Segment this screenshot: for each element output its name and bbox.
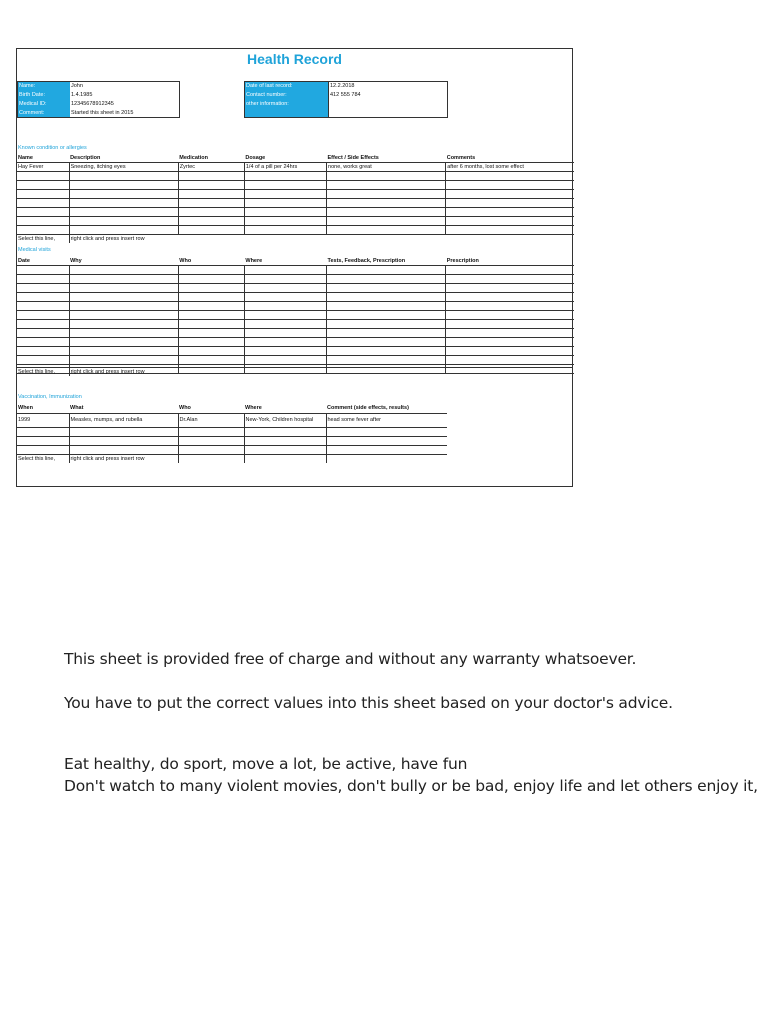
value-last-record[interactable]: 12.2.2018	[330, 83, 355, 89]
empty-cell[interactable]	[244, 199, 326, 208]
empty-cell[interactable]	[178, 172, 244, 181]
empty-cell[interactable]	[178, 226, 244, 235]
empty-cell[interactable]	[17, 338, 69, 347]
vaccination-heading: Vaccination, Immunization	[18, 394, 82, 400]
empty-cell[interactable]	[69, 329, 178, 338]
insert-hint-select[interactable]: Select this line,	[18, 455, 55, 462]
empty-cell[interactable]	[69, 226, 178, 235]
empty-cell[interactable]	[326, 428, 447, 437]
empty-cell[interactable]	[446, 208, 574, 217]
empty-row[interactable]	[17, 437, 447, 446]
empty-row[interactable]	[17, 302, 574, 311]
empty-cell[interactable]	[178, 302, 244, 311]
conditions-header-row	[17, 154, 574, 163]
label-medical-id: Medical ID:	[19, 101, 47, 107]
empty-cell[interactable]	[178, 275, 244, 284]
insert-row-hint[interactable]	[17, 455, 447, 464]
lifestyle-text: Eat healthy, do sport, move a lot, be active, have fun	[64, 755, 468, 773]
empty-cell[interactable]	[244, 217, 326, 226]
sheet-title: Health Record	[247, 51, 342, 67]
empty-cell[interactable]	[446, 329, 574, 338]
empty-cell[interactable]	[178, 284, 244, 293]
table-cell[interactable]: New-York, Children hospital	[244, 414, 326, 428]
empty-cell[interactable]	[178, 437, 244, 446]
label-other-info: other information:	[246, 101, 289, 107]
empty-cell[interactable]	[69, 446, 178, 455]
behaviour-text: Don't watch to many violent movies, don't bully or be bad, enjoy life and let others enjoy it,	[64, 777, 758, 795]
empty-cell[interactable]	[446, 302, 574, 311]
col-header: Why	[69, 257, 178, 266]
record-info-labels	[245, 82, 328, 117]
label-contact-number: Contact number:	[246, 92, 287, 98]
col-header: Effect / Side Effects	[327, 154, 446, 163]
empty-cell[interactable]	[446, 347, 574, 356]
empty-cell[interactable]	[446, 338, 574, 347]
empty-row[interactable]	[17, 226, 574, 235]
empty-cell[interactable]	[244, 172, 326, 181]
empty-cell[interactable]	[327, 338, 446, 347]
empty-cell[interactable]	[244, 320, 326, 329]
empty-cell[interactable]	[17, 446, 69, 455]
empty-cell[interactable]	[244, 347, 326, 356]
empty-cell[interactable]	[17, 302, 69, 311]
insert-hint-instruction[interactable]: right click and press insert row	[69, 235, 178, 244]
value-comment[interactable]: Started this sheet in 2015	[71, 110, 134, 116]
empty-cell[interactable]	[244, 338, 326, 347]
empty-cell[interactable]	[327, 190, 446, 199]
disclaimer-text: This sheet is provided free of charge and without any warranty whatsoever.	[64, 650, 637, 668]
empty-cell[interactable]	[446, 172, 574, 181]
value-name[interactable]: John	[71, 83, 83, 89]
empty-cell[interactable]	[69, 284, 178, 293]
empty-cell[interactable]	[69, 311, 178, 320]
table-cell[interactable]: none, works great	[327, 163, 446, 172]
empty-cell[interactable]	[178, 311, 244, 320]
patient-info-values	[70, 82, 179, 117]
empty-cell[interactable]	[17, 329, 69, 338]
conditions-heading: Known condition or allergies	[18, 145, 87, 151]
col-header: Date	[17, 257, 69, 266]
table-cell[interactable]: 1999	[17, 414, 69, 428]
health-record-sheet	[16, 48, 573, 487]
table-cell[interactable]: Dr.Alan	[178, 414, 244, 428]
empty-cell[interactable]	[69, 428, 178, 437]
empty-cell[interactable]	[178, 428, 244, 437]
empty-row[interactable]	[17, 266, 574, 275]
empty-cell[interactable]	[17, 181, 69, 190]
empty-cell[interactable]	[327, 347, 446, 356]
visits-insert-table	[17, 368, 574, 376]
empty-cell[interactable]	[17, 208, 69, 217]
empty-row[interactable]	[17, 356, 574, 365]
empty-cell[interactable]	[327, 172, 446, 181]
col-header: When	[17, 404, 69, 414]
table-cell[interactable]: Measles, mumps, and rubella	[69, 414, 178, 428]
conditions-table	[17, 154, 574, 243]
empty-cell[interactable]	[69, 275, 178, 284]
record-info-box	[244, 81, 448, 118]
visits-header-row	[17, 257, 574, 266]
empty-cell[interactable]	[178, 347, 244, 356]
empty-row[interactable]	[17, 293, 574, 302]
empty-cell[interactable]	[178, 266, 244, 275]
table-cell[interactable]: after 6 months, lost some effect	[446, 163, 574, 172]
col-header: Medication	[178, 154, 244, 163]
empty-cell[interactable]	[69, 320, 178, 329]
empty-cell[interactable]	[69, 181, 178, 190]
empty-cell[interactable]	[17, 320, 69, 329]
empty-row[interactable]	[17, 428, 447, 437]
empty-cell[interactable]	[178, 181, 244, 190]
vaccination-table	[17, 404, 447, 463]
col-header: Comments	[446, 154, 574, 163]
vaccination-header-row	[17, 404, 447, 414]
empty-cell[interactable]	[446, 320, 574, 329]
empty-cell[interactable]	[69, 172, 178, 181]
patient-info-labels	[18, 82, 70, 117]
empty-cell[interactable]	[17, 347, 69, 356]
empty-cell[interactable]	[244, 302, 326, 311]
empty-cell[interactable]	[327, 199, 446, 208]
table-cell[interactable]: Hay Fever	[17, 163, 69, 172]
value-contact-number[interactable]: 412 555 784	[330, 92, 361, 98]
empty-cell[interactable]	[69, 266, 178, 275]
empty-cell[interactable]	[69, 208, 178, 217]
table-cell[interactable]: head some fever after	[326, 414, 447, 428]
empty-cell[interactable]	[69, 302, 178, 311]
empty-cell[interactable]	[244, 266, 326, 275]
empty-cell[interactable]	[446, 284, 574, 293]
empty-row[interactable]	[17, 311, 574, 320]
label-comment: Comment:	[19, 110, 45, 116]
empty-cell[interactable]	[446, 181, 574, 190]
label-last-record: Date of last record:	[246, 83, 293, 89]
insert-hint-instruction[interactable]: right click and press insert row	[69, 368, 178, 376]
record-info-values	[328, 82, 447, 117]
value-birth-date[interactable]: 1.4.1985	[71, 92, 93, 98]
empty-cell[interactable]	[244, 437, 326, 446]
col-header: What	[69, 404, 178, 414]
empty-cell[interactable]	[244, 284, 326, 293]
empty-row[interactable]	[17, 172, 574, 181]
empty-cell[interactable]	[326, 446, 447, 455]
insert-row-hint[interactable]	[17, 368, 574, 376]
empty-row[interactable]	[17, 190, 574, 199]
col-header: Name	[17, 154, 69, 163]
insert-hint-instruction[interactable]: right click and press insert row	[69, 455, 178, 464]
empty-cell[interactable]	[69, 347, 178, 356]
empty-row[interactable]	[17, 275, 574, 284]
empty-cell[interactable]	[17, 356, 69, 365]
table-row[interactable]	[17, 163, 574, 172]
empty-cell[interactable]	[326, 437, 447, 446]
empty-cell[interactable]	[69, 199, 178, 208]
empty-cell[interactable]	[244, 190, 326, 199]
empty-cell[interactable]	[178, 329, 244, 338]
empty-cell[interactable]	[17, 226, 69, 235]
empty-cell[interactable]	[244, 446, 326, 455]
empty-cell[interactable]	[327, 293, 446, 302]
empty-cell[interactable]	[327, 356, 446, 365]
empty-cell[interactable]	[17, 275, 69, 284]
insert-row-hint[interactable]	[17, 235, 574, 244]
col-header: Who	[178, 404, 244, 414]
empty-cell[interactable]	[69, 356, 178, 365]
empty-cell[interactable]	[178, 446, 244, 455]
empty-cell[interactable]	[178, 320, 244, 329]
insert-hint-select[interactable]: Select this line,	[18, 368, 55, 375]
empty-row[interactable]	[17, 338, 574, 347]
col-header: Description	[69, 154, 178, 163]
empty-cell[interactable]	[244, 181, 326, 190]
empty-cell[interactable]	[446, 356, 574, 365]
empty-row[interactable]	[17, 446, 447, 455]
table-row[interactable]	[17, 414, 447, 428]
empty-cell[interactable]	[327, 275, 446, 284]
empty-cell[interactable]	[327, 329, 446, 338]
empty-cell[interactable]	[178, 199, 244, 208]
empty-cell[interactable]	[446, 217, 574, 226]
empty-cell[interactable]	[17, 437, 69, 446]
empty-cell[interactable]	[244, 428, 326, 437]
col-header: Where	[244, 257, 326, 266]
empty-cell[interactable]	[69, 293, 178, 302]
empty-row[interactable]	[17, 208, 574, 217]
empty-cell[interactable]	[17, 199, 69, 208]
empty-cell[interactable]	[327, 311, 446, 320]
empty-cell[interactable]	[178, 217, 244, 226]
col-header: Prescription	[446, 257, 574, 266]
empty-cell[interactable]	[327, 226, 446, 235]
empty-cell[interactable]	[327, 217, 446, 226]
visits-table	[17, 257, 574, 374]
empty-cell[interactable]	[446, 226, 574, 235]
insert-hint-select[interactable]: Select this line,	[18, 235, 55, 242]
empty-cell[interactable]	[17, 190, 69, 199]
empty-row[interactable]	[17, 320, 574, 329]
empty-cell[interactable]	[17, 217, 69, 226]
empty-cell[interactable]	[69, 217, 178, 226]
empty-cell[interactable]	[178, 338, 244, 347]
empty-cell[interactable]	[327, 208, 446, 217]
empty-cell[interactable]	[17, 293, 69, 302]
empty-row[interactable]	[17, 329, 574, 338]
empty-cell[interactable]	[244, 293, 326, 302]
empty-cell[interactable]	[327, 320, 446, 329]
empty-row[interactable]	[17, 284, 574, 293]
empty-cell[interactable]	[327, 181, 446, 190]
empty-cell[interactable]	[446, 311, 574, 320]
advice-text: You have to put the correct values into this sheet based on your doctor's advice.	[64, 694, 673, 712]
empty-cell[interactable]	[244, 275, 326, 284]
table-cell[interactable]: Zyrtec	[178, 163, 244, 172]
empty-row[interactable]	[17, 347, 574, 356]
table-cell[interactable]: Sneezing, itching eyes	[69, 163, 178, 172]
col-header: Who	[178, 257, 244, 266]
value-medical-id[interactable]: 12345678912345	[71, 101, 114, 107]
empty-cell[interactable]	[446, 293, 574, 302]
empty-cell[interactable]	[244, 329, 326, 338]
patient-info-box	[17, 81, 180, 118]
label-birth-date: Birth Date:	[19, 92, 45, 98]
col-header: Dosage	[244, 154, 326, 163]
empty-cell[interactable]	[327, 284, 446, 293]
empty-cell[interactable]	[244, 356, 326, 365]
empty-cell[interactable]	[244, 311, 326, 320]
empty-cell[interactable]	[446, 275, 574, 284]
label-name: Name:	[19, 83, 36, 89]
empty-row[interactable]	[17, 217, 574, 226]
empty-cell[interactable]	[244, 226, 326, 235]
empty-cell[interactable]	[17, 284, 69, 293]
empty-cell[interactable]	[178, 190, 244, 199]
col-header: Tests, Feedback, Prescription	[327, 257, 446, 266]
empty-cell[interactable]	[178, 356, 244, 365]
empty-cell[interactable]	[446, 266, 574, 275]
empty-cell[interactable]	[446, 190, 574, 199]
empty-cell[interactable]	[446, 199, 574, 208]
empty-cell[interactable]	[69, 437, 178, 446]
empty-cell[interactable]	[178, 293, 244, 302]
empty-cell[interactable]	[17, 266, 69, 275]
empty-cell[interactable]	[17, 172, 69, 181]
empty-row[interactable]	[17, 181, 574, 190]
empty-cell[interactable]	[244, 208, 326, 217]
col-header: Where	[244, 404, 326, 414]
empty-cell[interactable]	[178, 208, 244, 217]
table-cell[interactable]: 1/4 of a pill per 24hrs	[244, 163, 326, 172]
visits-heading: Medical visits	[18, 247, 51, 253]
empty-cell[interactable]	[69, 338, 178, 347]
empty-cell[interactable]	[17, 311, 69, 320]
empty-cell[interactable]	[69, 190, 178, 199]
col-header: Comment (side effects, results)	[326, 404, 447, 414]
empty-row[interactable]	[17, 199, 574, 208]
empty-cell[interactable]	[327, 302, 446, 311]
empty-cell[interactable]	[17, 428, 69, 437]
empty-cell[interactable]	[327, 266, 446, 275]
